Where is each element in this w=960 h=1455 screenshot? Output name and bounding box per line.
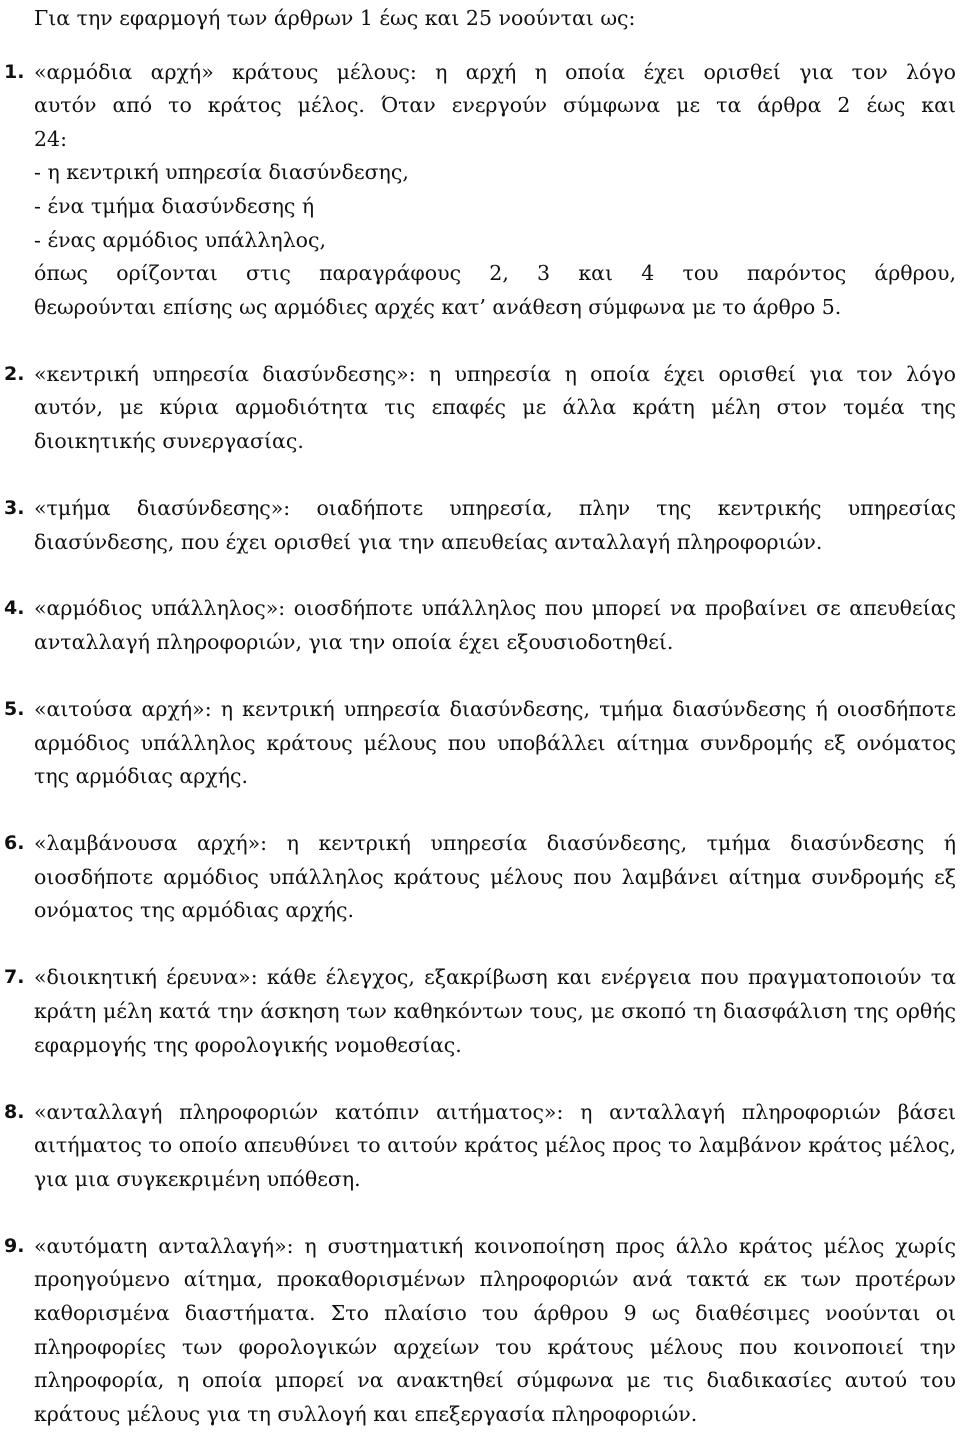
item-text: «κεντρική υπηρεσία διασύνδεσης»: η υπηρεσία η οποία έχει ορισθεί για τον λόγο αυτόν, με κύρια αρμοδιότητα τις επαφές με άλλα κράτη μέλη στον τομέα της διοικητικής συνεργασίας. [34, 361, 956, 453]
item-number: 6. [4, 832, 25, 855]
intro-paragraph: Για την εφαρμογή των άρθρων 1 έως και 25 νοούνται ως: [34, 6, 636, 30]
definition-item-9 [4, 1230, 956, 1432]
item-1-line-6: - ένας αρμόδιος υπάλληλος, [34, 227, 327, 252]
item-text: «λαμβάνουσα αρχή»: η κεντρική υπηρεσία διασύνδεσης, τμήμα διασύνδεσης ή οιοσδήποτε αρμόδιος υπάλληλος κράτους μέλους που λαμβάνει αίτημα συνδρομής εξ ονόματος της αρμόδιας αρχής. [34, 831, 956, 923]
definition-item-6 [4, 827, 956, 928]
item-1-line-5: - ένα τμήμα διασύνδεσης ή [34, 193, 315, 218]
definition-item-4 [4, 592, 956, 659]
item-text: «διοικητική έρευνα»: κάθε έλεγχος, εξακρίβωση και ενέργεια που πραγματοποιούν τα κράτη μέλη κατά την άσκηση των καθηκόντων τους, με σκοπό τη διασφάλιση της ορθής εφαρμογής της φορολογικής νομοθεσίας. [34, 965, 956, 1057]
item-text: «αιτούσα αρχή»: η κεντρική υπηρεσία διασύνδεσης, τμήμα διασύνδεσης ή οιοσδήποτε αρμόδιος υπάλληλος κράτους μέλους που υποβάλλει αίτημα συνδρομής εξ ονόματος της αρμόδιας αρχής. [34, 697, 956, 789]
item-number: 3. [4, 496, 25, 519]
item-number: 4. [4, 597, 25, 620]
item-1-line-3: 24: [34, 126, 67, 151]
item-text: «αρμόδιος υπάλληλος»: οιοσδήποτε υπάλληλος που μπορεί να προβαίνει σε απευθείας ανταλλαγή πληροφοριών, για την οποία έχει εξουσιοδοτηθεί. [34, 596, 956, 655]
item-number: 8. [4, 1100, 25, 1123]
definition-item-8 [4, 1096, 956, 1197]
item-1-line-8: θεωρούνται επίσης ως αρμόδιες αρχές κατ’ ανάθεση σύμφωνα με το άρθρο 5. [34, 294, 842, 319]
item-number: 2. [4, 362, 25, 385]
item-text: «τμήμα διασύνδεσης»: οιαδήποτε υπηρεσία, πλην της κεντρικής υπηρεσίας διασύνδεσης, που έχει ορισθεί για την απευθείας ανταλλαγή πληροφοριών. [34, 495, 956, 554]
item-text: «αυτόματη ανταλλαγή»: η συστηματική κοινοποίηση προς άλλο κράτος μέλος χωρίς προηγούμενο αίτημα, προκαθορισμένων πληροφοριών ανά τακτά εκ των προτέρων καθορισμένα διαστήματα. Στο πλαίσιο του άρθρου 9 ως διαθέσιμες νοούνται οι πληροφορίες των φορολογικών αρχείων του κράτους μέλους που κοινοποιεί την πληροφορία, η οποία μπορεί να ανακτηθεί σύμφωνα με τις διαδικασίες αυτού του κράτους μέλους για τη συλλογή και επεξεργασία πληροφοριών. [34, 1233, 956, 1426]
definition-item-3 [4, 492, 956, 559]
item-number: 9. [4, 1234, 25, 1257]
definition-item-1 [4, 56, 956, 325]
definition-item-7 [4, 961, 956, 1062]
definition-item-2 [4, 358, 956, 459]
item-number: 5. [4, 698, 25, 721]
item-text: «ανταλλαγή πληροφοριών κατόπιν αιτήματος»: η ανταλλαγή πληροφοριών βάσει αιτήματος το οποίο απευθύνει το αιτούν κράτος μέλος προς το λαμβάνον κράτος μέλος, για μια συγκεκριμένη υπόθεση. [34, 1099, 956, 1191]
definition-item-5 [4, 693, 956, 794]
item-1-line-4: - η κεντρική υπηρεσία διασύνδεσης, [34, 160, 409, 185]
item-1-line-2: αυτόν από το κράτος μέλος. Όταν ενεργούν σύμφωνα με τα άρθρα 2 έως και [34, 93, 956, 118]
item-number: 7. [4, 966, 25, 989]
item-number: 1. [4, 60, 25, 83]
item-1-line-1: «αρμόδια αρχή» κράτους μέλους: η αρχή η οποία έχει ορισθεί για τον λόγο [34, 59, 956, 84]
item-1-line-7: όπως ορίζονται στις παραγράφους 2, 3 και 4 του παρόντος άρθρου, [34, 261, 956, 286]
